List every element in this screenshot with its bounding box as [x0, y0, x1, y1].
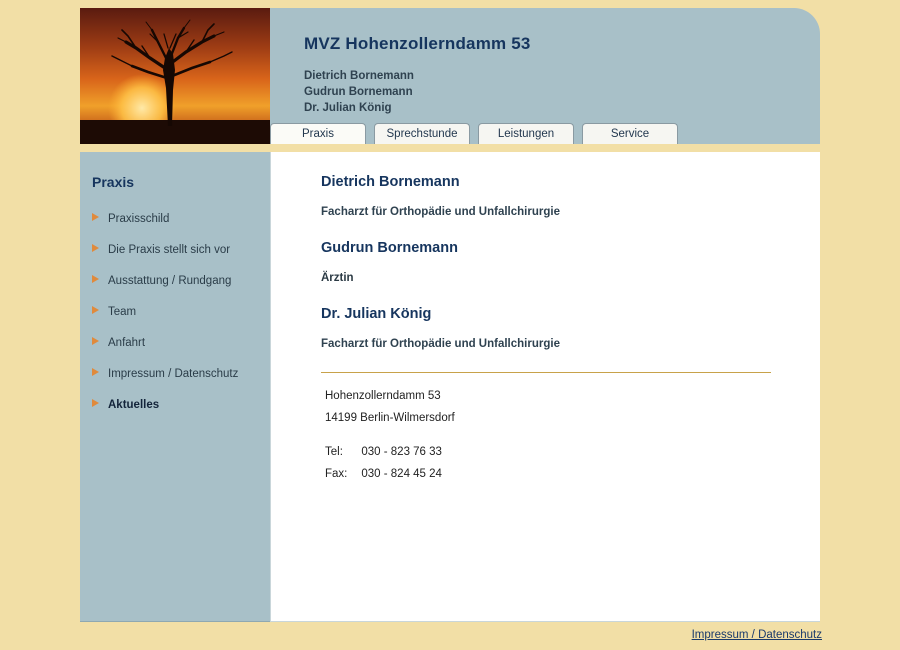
address-line-city: 14199 Berlin-Wilmersdorf	[325, 412, 455, 424]
person-role: Facharzt für Orthopädie und Unfallchirurgie	[321, 338, 560, 350]
sidebar-item-label: Impressum / Datenschutz	[108, 368, 239, 380]
sidebar-item-impressum-datenschutz[interactable]	[80, 363, 270, 385]
arrow-right-icon	[92, 337, 99, 345]
tab-leistungen-label: Leistungen	[497, 128, 555, 140]
sidebar-item-team[interactable]	[80, 301, 270, 323]
phone-value: 030 - 823 76 33	[361, 446, 442, 458]
sidebar-item-praxisschild[interactable]	[80, 208, 270, 230]
sidebar-item-label: Ausstattung / Rundgang	[108, 275, 232, 287]
content-area	[80, 152, 820, 622]
tab-sprechstunde[interactable]	[374, 123, 470, 144]
sidebar-item-label: Praxisschild	[108, 213, 170, 225]
tab-service[interactable]	[582, 123, 678, 144]
sidebar-item-anfahrt[interactable]	[80, 332, 270, 354]
sidebar-item-label: Team	[108, 306, 137, 318]
sidebar-item-aktuelles[interactable]	[80, 394, 270, 416]
person-entry-2	[321, 240, 790, 284]
sidebar	[80, 152, 270, 622]
site-footer	[0, 624, 900, 650]
arrow-right-icon	[92, 399, 99, 407]
sidebar-item-label: Aktuelles	[108, 399, 160, 411]
sidebar-item-label: Die Praxis stellt sich vor	[108, 244, 231, 256]
header-photo	[80, 8, 270, 144]
tree-sunset-image	[80, 8, 270, 144]
person-entry-3	[321, 306, 790, 350]
main-content	[270, 152, 820, 622]
section-divider	[321, 372, 771, 373]
person-name: Dr. Julian König	[321, 306, 432, 322]
contact-table	[321, 441, 442, 485]
arrow-right-icon	[92, 275, 99, 283]
tab-leistungen[interactable]	[478, 123, 574, 144]
arrow-right-icon	[92, 244, 99, 252]
person-name: Dietrich Bornemann	[321, 174, 460, 190]
footer-link-impressum[interactable]: Impressum / Datenschutz	[691, 629, 822, 641]
main-navigation-tabs	[270, 122, 686, 144]
table-row	[321, 441, 442, 463]
page-title: MVZ Hohenzollerndamm 53	[304, 34, 531, 53]
fax-value: 030 - 824 45 24	[361, 468, 442, 480]
doctor-name-2: Gudrun Bornemann	[304, 86, 413, 98]
sidebar-title: Praxis	[92, 174, 135, 190]
person-role: Ärztin	[321, 272, 354, 284]
address-line-street: Hohenzollerndamm 53	[325, 390, 441, 402]
table-row	[321, 463, 442, 485]
arrow-right-icon	[92, 306, 99, 314]
person-entry-1	[321, 174, 790, 218]
tab-sprechstunde-label: Sprechstunde	[386, 128, 458, 140]
arrow-right-icon	[92, 368, 99, 376]
person-role: Facharzt für Orthopädie und Unfallchirurgie	[321, 206, 560, 218]
tab-praxis[interactable]	[270, 123, 366, 144]
sidebar-item-label: Anfahrt	[108, 337, 146, 349]
doctor-name-1: Dietrich Bornemann	[304, 70, 414, 82]
fax-label: Fax:	[325, 468, 348, 480]
arrow-right-icon	[92, 213, 99, 221]
doctor-name-3: Dr. Julian König	[304, 102, 392, 114]
header-text-block	[304, 34, 804, 116]
tab-praxis-label: Praxis	[302, 128, 334, 140]
sidebar-item-ausstattung-rundgang[interactable]	[80, 270, 270, 292]
site-header	[80, 8, 820, 144]
person-name: Gudrun Bornemann	[321, 240, 458, 256]
phone-label: Tel:	[325, 446, 343, 458]
sidebar-item-praxis-vorstellung[interactable]	[80, 239, 270, 261]
tab-service-label: Service	[610, 128, 650, 140]
